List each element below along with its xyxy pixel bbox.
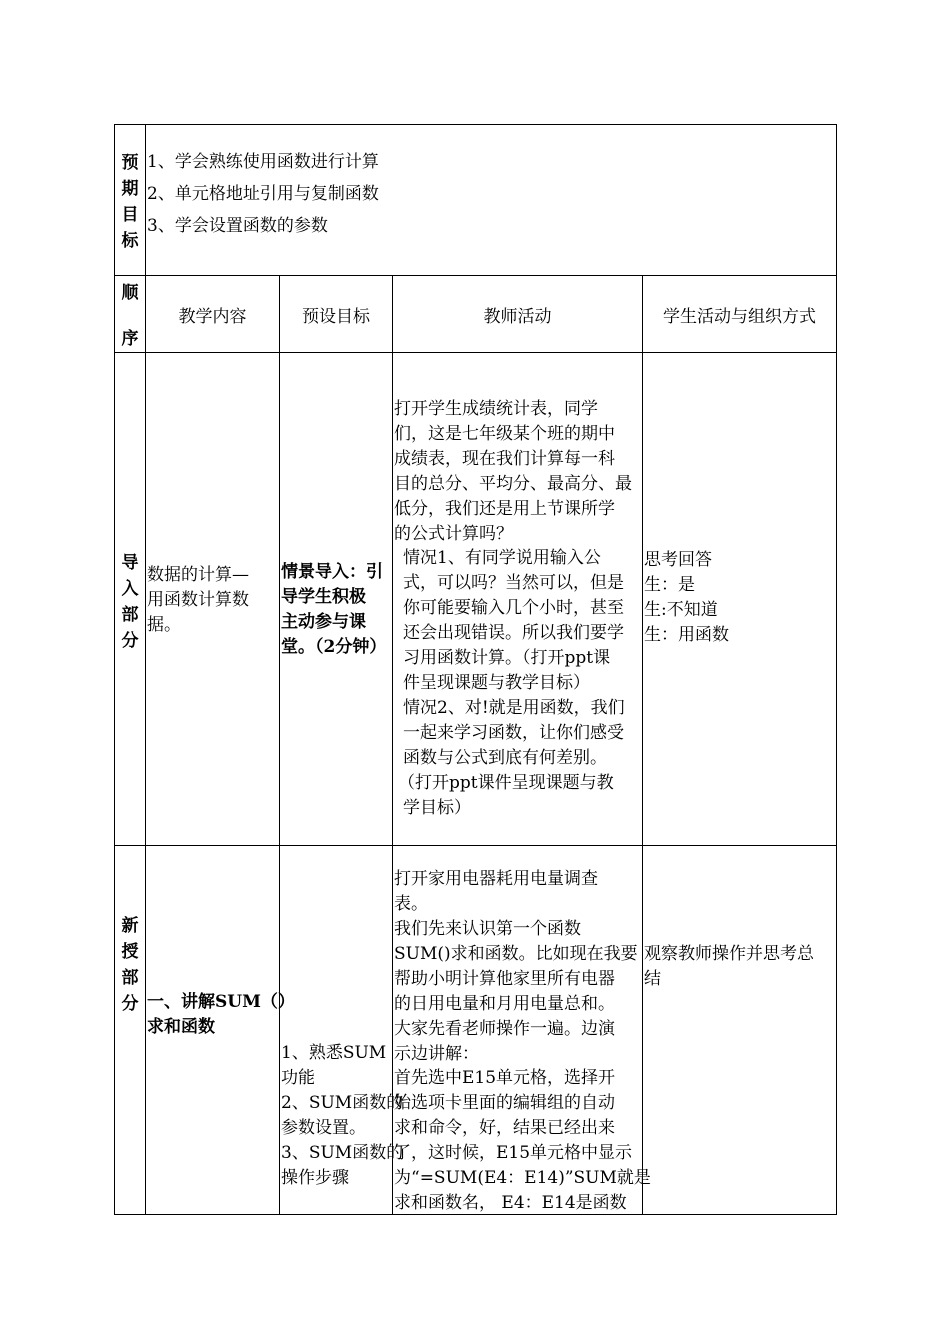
goal-item: 2、单元格地址引用与复制函数 xyxy=(147,184,379,204)
col-divider xyxy=(642,275,643,1215)
goal-item: 1、学会熟练使用函数进行计算 xyxy=(147,152,379,172)
order-label: 顺 xyxy=(121,283,139,303)
header-goal: 预设目标 xyxy=(302,307,370,327)
order-label: 序 xyxy=(121,329,139,349)
row-divider xyxy=(114,352,836,353)
header-content: 教学内容 xyxy=(178,307,247,327)
goal-item: 3、学会设置函数的参数 xyxy=(147,216,328,236)
header-teacher: 教师活动 xyxy=(483,307,552,327)
row-divider xyxy=(114,845,836,846)
header-student: 学生活动与组织方式 xyxy=(663,307,816,327)
col-divider xyxy=(392,275,393,1215)
row-divider xyxy=(114,275,836,276)
col-divider xyxy=(145,124,146,1215)
col-divider xyxy=(279,275,280,1215)
